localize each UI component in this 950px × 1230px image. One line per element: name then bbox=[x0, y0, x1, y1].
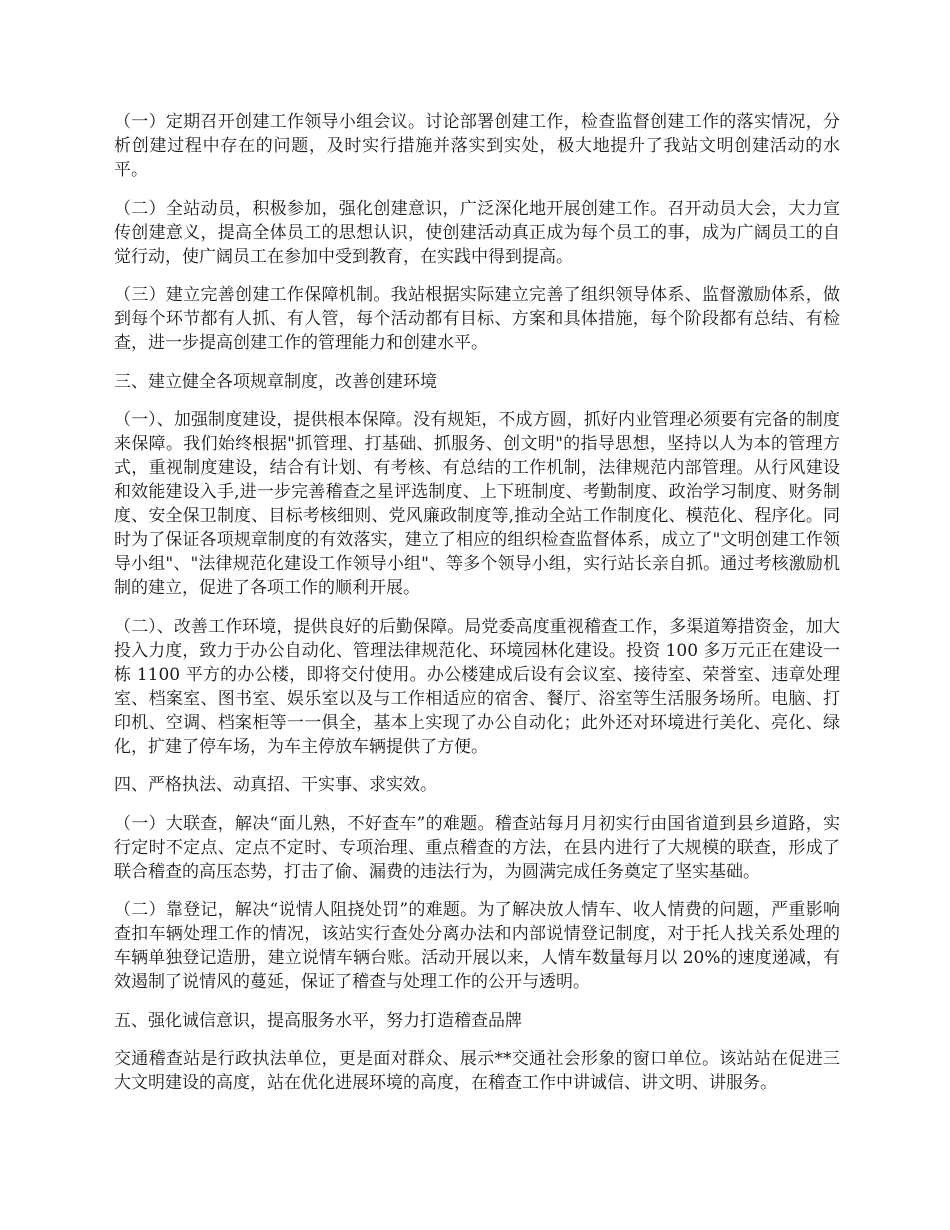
paragraph: （二）全站动员，积极参加，强化创建意识，广泛深化地开展创建工作。召开动员大会，大力宣传创建意义，提高全体员工的思想认识，使创建活动真正成为每个员工的事，成为广阔员工的自觉行动，使广阔员工在参加中受到教育，在实践中得到提高。 bbox=[114, 198, 840, 267]
section-heading: 三、建立健全各项规章制度，改善创建环境 bbox=[114, 371, 437, 392]
document-body bbox=[114, 110, 840, 1110]
section-heading: 四、严格执法、动真招、干实事、求实效。 bbox=[114, 775, 437, 795]
paragraph: （一）、加强制度建设，提供根本保障。没有规矩，不成方圆，抓好内业管理必须要有完备的制度来保障。我们始终根据"抓管理、打基础、抓服务、创文明"的指导思想，坚持以人为本的管理方式，重视制度建设，结合有计划、有考核、有总结的工作机制，法律规范内部管理。从行风建设和效能建设入手,进一步完善稽查之星评选制度、上下班制度、考勤制度、政治学习制度、财务制度、安全保卫制度、目标考核细则、党风廉政制度等,推动全站工作制度化、模范化、程序化。同时为了保证各项规章制度的有效落实，建立了相应的组织检查监督体系，成立了"文明创建工作领导小组"、"法律规范化建设工作领导小组"、等多个领导小组，实行站长亲自抓。通过考核激励机制的建立，促进了各项工作的顺利开展。 bbox=[114, 410, 840, 598]
paragraph: （二）靠登记，解决“说情人阻挠处罚”的难题。为了解决放人情车、收人情费的问题，严重影响查扣车辆处理工作的情况，该站实行查处分离办法和内部说情登记制度，对于托人找关系处理的车辆单独登记造册，建立说情车辆台账。活动开展以来，人情车数量每月以 20%的速度递减，有效遏制了说情风的蔓延，保证了稽查与处理工作的公开与透明。 bbox=[114, 900, 840, 992]
paragraph: 交通稽查站是行政执法单位，更是面对群众、展示**交通社会形象的窗口单位。该站站在促进三大文明建设的高度，站在优化进展环境的高度，在稽查工作中讲诚信、讲文明、讲服务。 bbox=[114, 1049, 840, 1093]
paragraph: （二）、改善工作环境，提供良好的后勤保障。局党委高度重视稽查工作，多渠道筹措资金，加大投入力度，致力于办公自动化、管理法律规范化、环境园林化建设。投资 100 多万元正在建设一栋 1100 平方的办公楼，即将交付使用。办公楼建成后设有会议室、接待室、荣誉室、违章处理室、档案室、图书室、娱乐室以及与工作相适应的宿舍、餐厅、浴室等生活服务场所。电脑、打印机、空调、档案柜等一一俱全，基本上实现了办公自动化；此外还对环境进行美化、亮化、绿化，扩建了停车场，为车主停放车辆提供了方便。 bbox=[114, 616, 840, 757]
paragraph: （一）大联查，解决“面儿熟，不好查车”的难题。稽查站每月月初实行由国省道到县乡道路，实行定时不定点、定点不定时、专项治理、重点稽查的方法，在县内进行了大规模的联查，形成了联合稽查的高压态势，打击了偷、漏费的违法行为，为圆满完成任务奠定了坚实基础。 bbox=[114, 813, 840, 882]
paragraph: （一）定期召开创建工作领导小组会议。讨论部署创建工作，检查监督创建工作的落实情况，分析创建过程中存在的问题，及时实行措施并落实到实处，极大地提升了我站文明创建活动的水平。 bbox=[114, 112, 840, 180]
section-heading: 五、强化诚信意识，提高服务水平，努力打造稽查品牌 bbox=[114, 1010, 522, 1031]
paragraph: （三）建立完善创建工作保障机制。我站根据实际建立完善了组织领导体系、监督激励体系，做到每个环节都有人抓、有人管，每个活动都有目标、方案和具体措施，每个阶段都有总结、有检查，进一步提高创建工作的管理能力和创建水平。 bbox=[114, 285, 840, 353]
